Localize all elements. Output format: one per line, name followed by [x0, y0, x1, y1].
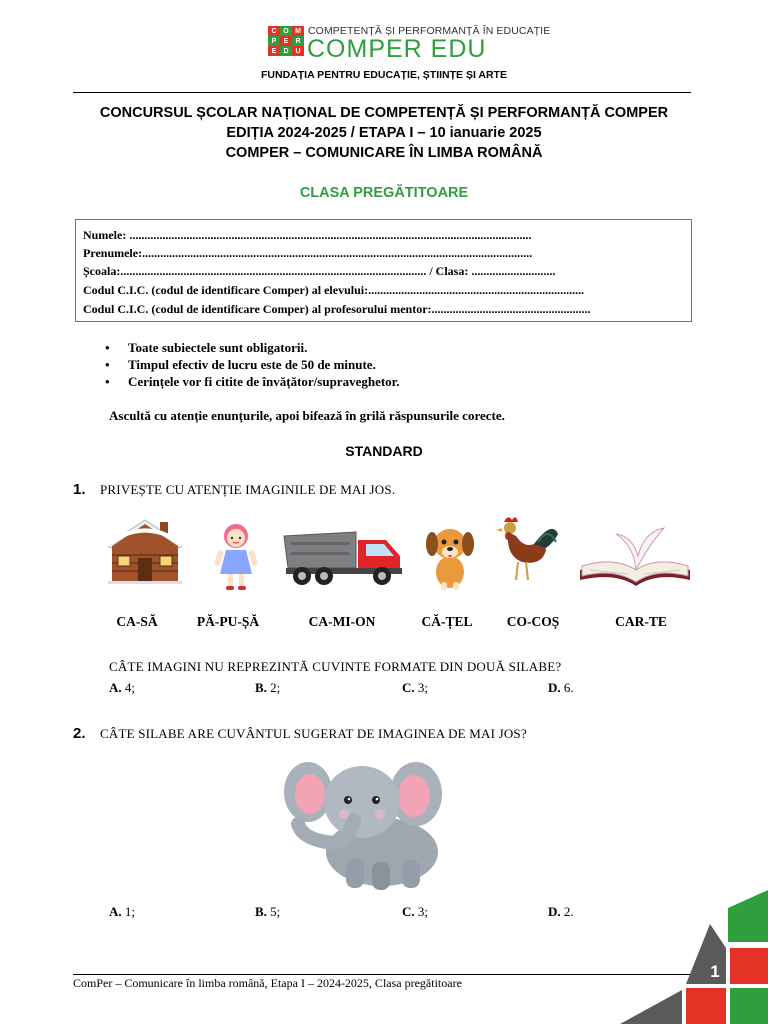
q2-option-c[interactable]: C. 3;: [402, 904, 429, 919]
edition-title: EDIȚIA 2024-2025 / ETAPA I – 10 ianuarie 2025: [226, 125, 542, 141]
word-label: CA-MI-ON: [308, 614, 376, 629]
comper-logo: [268, 26, 304, 56]
logo-cell: P: [268, 36, 280, 46]
q1-option-b[interactable]: B. 2;: [255, 680, 281, 695]
prenumele-field[interactable]: Prenumele:..................................................................................................................................: [83, 246, 533, 260]
logo-cell: C: [268, 26, 280, 36]
q2-option-d[interactable]: D. 2.: [548, 904, 574, 919]
logo-cell: E: [280, 36, 292, 46]
q1-option-a[interactable]: A. 4;: [109, 680, 136, 695]
logo-brand: COMPER EDU: [307, 35, 487, 63]
elephant-image: [282, 754, 452, 894]
scoala-field[interactable]: Școala:...................................................................................................... / Clasa: ............................: [83, 264, 556, 278]
corner-decoration: [620, 890, 768, 1024]
numele-field[interactable]: Numele: ......................................................................................................................................: [83, 228, 532, 242]
logo-cell: R: [292, 36, 304, 46]
q2-option-a[interactable]: A. 1;: [109, 904, 136, 919]
house-image: [98, 514, 192, 584]
instruction: Ascultă cu atenție enunțurile, apoi bifează în grilă răspunsurile corecte.: [109, 408, 505, 423]
logo-cell: M: [292, 26, 304, 36]
word-label: PĂ-PU-ȘĂ: [196, 614, 260, 629]
foundation-name: FUNDAȚIA PENTRU EDUCAȚIE, ȘTIINȚE ȘI ARTE: [261, 69, 507, 81]
rule-item: • Cerințele vor fi citite de învățător/supraveghetor.: [108, 374, 400, 390]
rule-item: • Toate subiectele sunt obligatorii.: [108, 340, 307, 356]
cod-elev-field[interactable]: Codul C.I.C. (codul de identificare Comper) al elevului:........................................................................: [83, 283, 585, 297]
section-title: STANDARD: [345, 443, 423, 459]
logo-cell: E: [268, 46, 280, 56]
word-label: CO-COȘ: [506, 614, 560, 629]
footer-text: ComPer – Comunicare în limba română, Etapa I – 2024-2025, Clasa pregătitoare: [73, 976, 462, 990]
logo-tagline: COMPETENȚĂ ȘI PERFORMANȚĂ ÎN EDUCAȚIE: [308, 25, 551, 37]
q1-option-d[interactable]: D. 6.: [548, 680, 574, 695]
page-number: 1: [710, 962, 720, 981]
doll-image: [210, 520, 262, 592]
footer-divider: [73, 974, 691, 975]
truck-image: [282, 518, 406, 588]
logo-cell: U: [292, 46, 304, 56]
q1-question: CÂTE IMAGINI NU REPREZINTĂ CUVINTE FORMATE DIN DOUĂ SILABE?: [109, 659, 562, 674]
q2-option-b[interactable]: B. 5;: [255, 904, 281, 919]
q2-text: CÂTE SILABE ARE CUVÂNTUL SUGERAT DE IMAGINEA DE MAI JOS?: [100, 726, 527, 741]
cod-prof-field[interactable]: Codul C.I.C. (codul de identificare Comper) al profesorului mentor:.....................................................: [83, 302, 591, 316]
rule-item: • Timpul efectiv de lucru este de 50 de minute.: [108, 357, 376, 373]
rooster-image: [494, 512, 560, 586]
word-label: CA-SĂ: [116, 614, 158, 629]
subject-title: COMPER – COMUNICARE ÎN LIMBA ROMÂNĂ: [225, 145, 543, 161]
puppy-image: [422, 522, 478, 592]
book-image: [576, 526, 694, 602]
q2-number: 2.: [73, 725, 86, 742]
q1-text: PRIVEȘTE CU ATENȚIE IMAGINILE DE MAI JOS.: [100, 482, 396, 497]
student-info-box: [75, 219, 692, 322]
contest-title: CONCURSUL ȘCOLAR NAȚIONAL DE COMPETENȚĂ ȘI PERFORMANȚĂ COMPER: [99, 105, 669, 121]
word-label: CĂ-ȚEL: [421, 614, 473, 629]
class-title: CLASA PREGĂTITOARE: [299, 185, 469, 201]
q1-number: 1.: [73, 481, 86, 498]
header-divider: [73, 92, 691, 93]
logo-cell: D: [280, 46, 292, 56]
logo-cell: O: [280, 26, 292, 36]
q1-option-c[interactable]: C. 3;: [402, 680, 429, 695]
word-label: CAR-TE: [615, 614, 667, 629]
